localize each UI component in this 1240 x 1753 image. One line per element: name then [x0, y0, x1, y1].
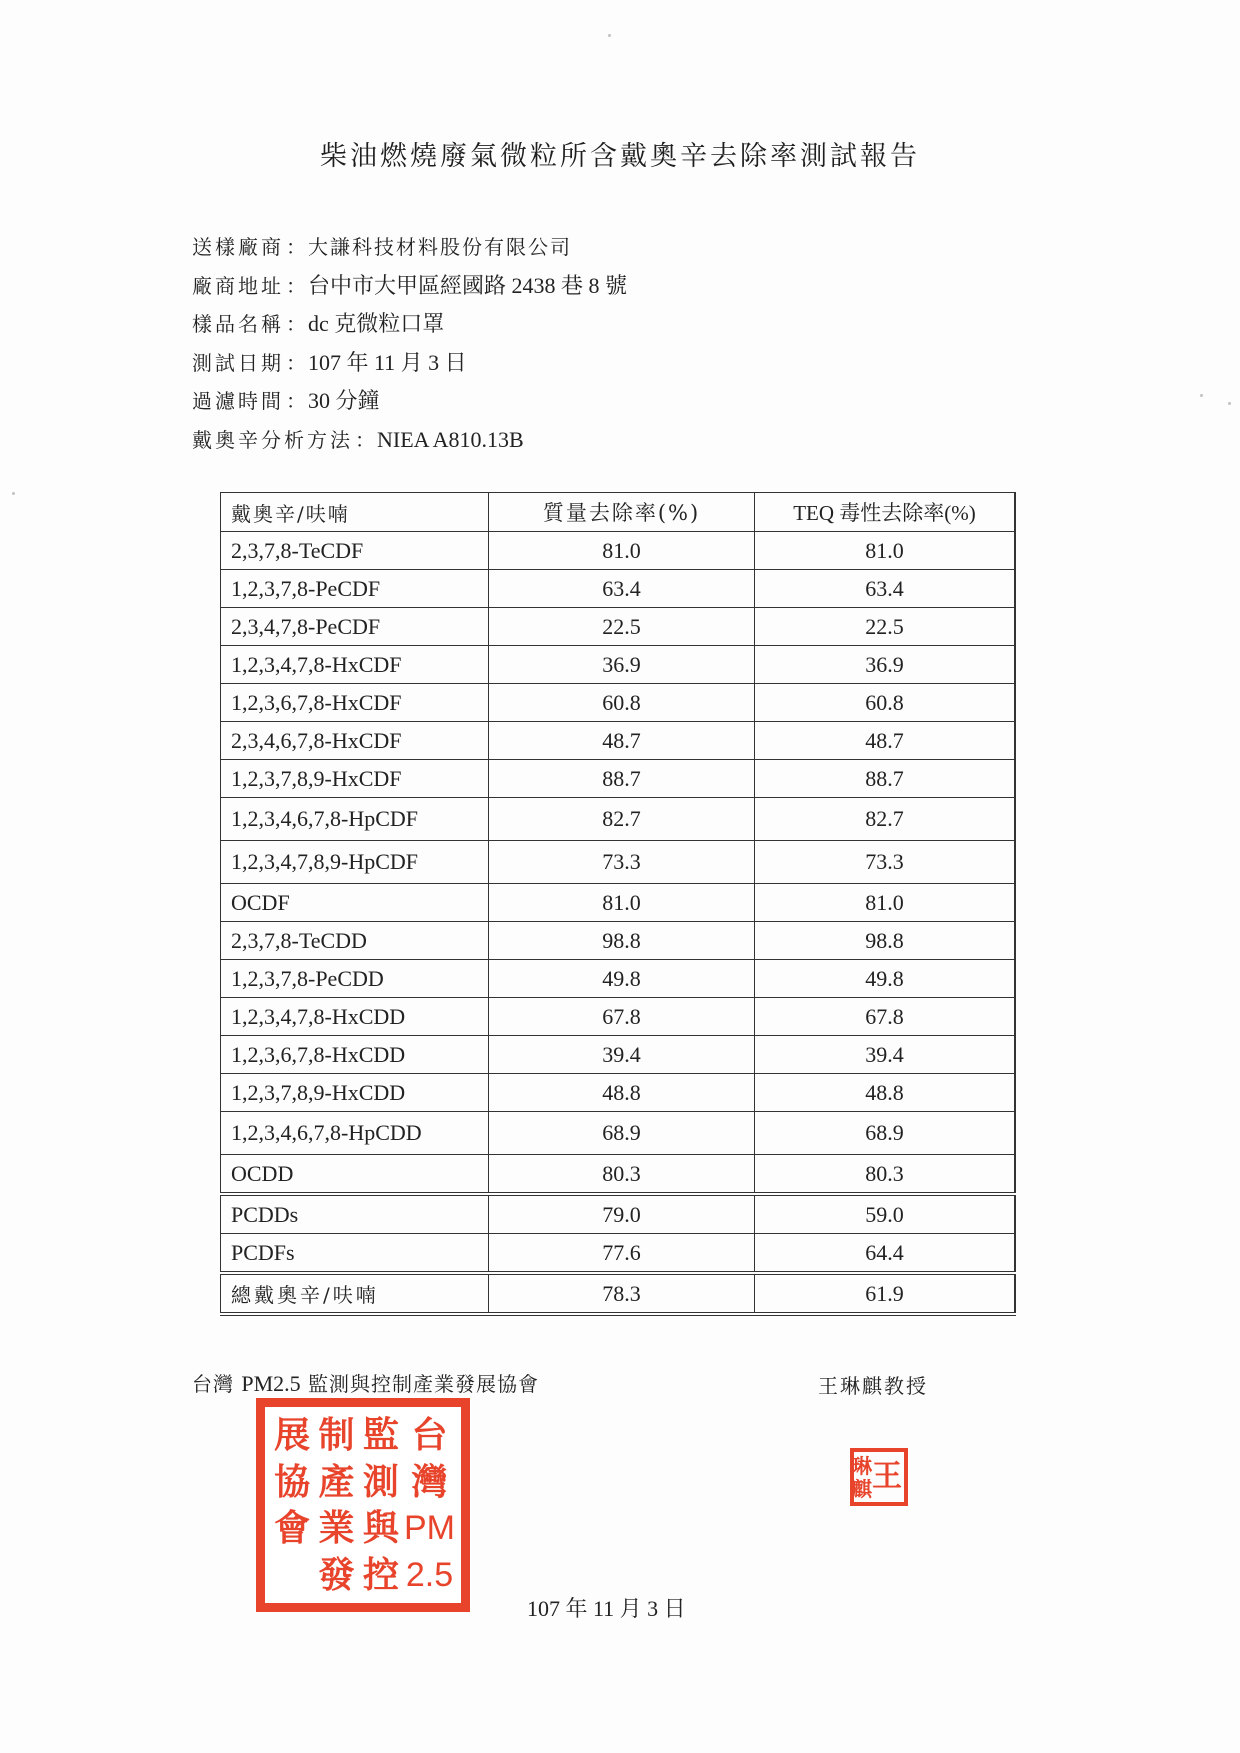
seal-char: 協 — [274, 1460, 311, 1503]
cell-compound: 2,3,7,8-TeCDD — [221, 922, 489, 960]
info-value-test-date: 107 年 11 月 3 日 — [308, 349, 467, 375]
organization-name — [192, 1368, 539, 1397]
cell-mass: 48.7 — [489, 722, 755, 760]
cell-mass: 68.9 — [489, 1112, 755, 1155]
seal-char: 台 — [411, 1414, 448, 1457]
info-row-analysis-method — [192, 421, 627, 460]
cell-compound: 1,2,3,4,7,8-HxCDD — [221, 998, 489, 1036]
cell-teq: 49.8 — [755, 960, 1016, 998]
info-separator: ： — [286, 389, 306, 413]
personal-seal-stamp — [850, 1448, 908, 1506]
seal-char: 會 — [274, 1507, 311, 1550]
info-label: 樣品名稱 — [192, 312, 284, 336]
cell-mass: 36.9 — [489, 646, 755, 684]
seal-char: 監 — [362, 1414, 399, 1457]
header-mass-removal: 質量去除率(%) — [489, 493, 755, 532]
table-row-summary — [221, 1234, 1016, 1274]
cell-mass: 67.8 — [489, 998, 755, 1036]
info-separator: ： — [286, 350, 306, 375]
info-value-address: 台中市大甲區經國路 2438 巷 8 號 — [308, 272, 628, 298]
cell-teq: 81.0 — [755, 884, 1016, 922]
cell-mass: 88.7 — [489, 760, 755, 798]
cell-mass: 49.8 — [489, 960, 755, 998]
scan-speck — [1228, 402, 1231, 405]
cell-teq: 98.8 — [755, 922, 1016, 960]
header-teq-removal: TEQ 毒性去除率(%) — [755, 493, 1016, 532]
cell-mass: 63.4 — [489, 570, 755, 608]
table-row — [221, 1074, 1016, 1112]
cell-mass: 82.7 — [489, 798, 755, 841]
cell-mass: 81.0 — [489, 884, 755, 922]
table-row — [221, 532, 1016, 570]
cell-teq: 73.3 — [755, 841, 1016, 884]
seal-char: 麒 — [852, 1476, 872, 1501]
cell-teq: 82.7 — [755, 798, 1016, 841]
cell-teq: 64.4 — [755, 1234, 1016, 1274]
table-row — [221, 722, 1016, 760]
scan-speck — [12, 492, 15, 495]
info-label: 送樣廠商 — [192, 235, 284, 259]
cell-mass: 80.3 — [489, 1155, 755, 1195]
table-row — [221, 841, 1016, 884]
table-row — [221, 1155, 1016, 1195]
table-row-total — [221, 1273, 1016, 1314]
cell-compound: 1,2,3,4,6,7,8-HpCDD — [221, 1112, 489, 1155]
cell-mass: 78.3 — [489, 1273, 755, 1314]
signer-name: 王琳麒教授 — [818, 1374, 928, 1398]
organization-prefix: 台灣 — [192, 1372, 234, 1396]
cell-teq: 48.8 — [755, 1074, 1016, 1112]
cell-mass: 81.0 — [489, 532, 755, 570]
info-row-sender — [192, 228, 627, 267]
info-value-sender: 大謙科技材料股份有限公司 — [308, 235, 572, 259]
seal-char: 測 — [362, 1460, 399, 1503]
info-row-test-date — [192, 344, 627, 383]
info-separator: ： — [286, 273, 306, 298]
cell-compound: 2,3,4,7,8-PeCDF — [221, 608, 489, 646]
info-separator: ： — [286, 235, 306, 259]
scan-speck — [608, 34, 611, 37]
seal-char: 與 — [362, 1507, 399, 1550]
info-separator: ： — [355, 427, 375, 452]
seal-char: 展 — [274, 1414, 311, 1457]
cell-mass: 79.0 — [489, 1194, 755, 1234]
report-info-block — [192, 228, 627, 459]
seal-char: 發 — [318, 1553, 355, 1596]
info-label: 戴奧辛分析方法 — [192, 427, 353, 452]
seal-char: 2.5 — [405, 1555, 454, 1594]
header-compound: 戴奧辛/呋喃 — [221, 493, 489, 532]
cell-compound: 1,2,3,4,7,8-HxCDF — [221, 646, 489, 684]
info-separator: ： — [286, 312, 306, 336]
scan-speck — [1200, 394, 1203, 397]
cell-compound: 1,2,3,7,8,9-HxCDD — [221, 1074, 489, 1112]
cell-teq: 39.4 — [755, 1036, 1016, 1074]
cell-compound: 1,2,3,4,7,8,9-HpCDF — [221, 841, 489, 884]
info-label: 測試日期 — [192, 350, 284, 375]
cell-compound: 1,2,3,6,7,8-HxCDD — [221, 1036, 489, 1074]
table-row — [221, 684, 1016, 722]
table-row — [221, 998, 1016, 1036]
cell-teq: 68.9 — [755, 1112, 1016, 1155]
cell-teq: 59.0 — [755, 1194, 1016, 1234]
cell-compound: 2,3,4,6,7,8-HxCDF — [221, 722, 489, 760]
cell-teq: 61.9 — [755, 1273, 1016, 1314]
table-row — [221, 760, 1016, 798]
cell-teq: 80.3 — [755, 1155, 1016, 1195]
info-value-sample-name: dc 克微粒口罩 — [308, 311, 445, 336]
cell-teq: 36.9 — [755, 646, 1016, 684]
cell-compound: OCDD — [221, 1155, 489, 1195]
seal-char: 王 — [872, 1459, 902, 1494]
seal-char — [271, 1553, 313, 1598]
cell-compound: 1,2,3,6,7,8-HxCDF — [221, 684, 489, 722]
table-row — [221, 922, 1016, 960]
table-row — [221, 646, 1016, 684]
cell-teq: 63.4 — [755, 570, 1016, 608]
cell-teq: 60.8 — [755, 684, 1016, 722]
info-row-address — [192, 267, 627, 306]
table-row — [221, 1036, 1016, 1074]
organization-seal-stamp — [256, 1398, 470, 1612]
info-label: 過濾時間 — [192, 389, 284, 413]
cell-compound: 1,2,3,7,8,9-HxCDF — [221, 760, 489, 798]
seal-char: 灣 — [411, 1460, 448, 1503]
cell-compound: 1,2,3,7,8-PeCDD — [221, 960, 489, 998]
seal-char: 產 — [318, 1460, 355, 1503]
cell-compound: OCDF — [221, 884, 489, 922]
cell-mass: 39.4 — [489, 1036, 755, 1074]
info-row-filter-time — [192, 382, 627, 421]
cell-compound: 1,2,3,4,6,7,8-HpCDF — [221, 798, 489, 841]
cell-compound: 2,3,7,8-TeCDF — [221, 532, 489, 570]
table-row — [221, 960, 1016, 998]
seal-char: 業 — [318, 1507, 355, 1550]
cell-mass: 48.8 — [489, 1074, 755, 1112]
organization-suffix: 監測與控制產業發展協會 — [308, 1372, 540, 1396]
cell-mass: 22.5 — [489, 608, 755, 646]
cell-teq: 48.7 — [755, 722, 1016, 760]
cell-mass: 60.8 — [489, 684, 755, 722]
cell-mass: 73.3 — [489, 841, 755, 884]
report-date: 107 年 11 月 3 日 — [527, 1596, 686, 1621]
info-row-sample-name — [192, 305, 627, 344]
organization-latin: PM2.5 — [241, 1371, 301, 1396]
table-row — [221, 1112, 1016, 1155]
info-value-filter-time: 30 分鐘 — [308, 388, 380, 413]
cell-teq: 67.8 — [755, 998, 1016, 1036]
cell-mass: 77.6 — [489, 1234, 755, 1274]
seal-char: PM — [404, 1509, 455, 1548]
report-title: 柴油燃燒廢氣微粒所含戴奧辛去除率測試報告 — [320, 141, 920, 172]
table-row-summary — [221, 1194, 1016, 1234]
table-header-row — [221, 493, 1016, 532]
seal-char: 制 — [318, 1414, 355, 1457]
cell-compound: 總戴奧辛/呋喃 — [221, 1273, 489, 1314]
removal-rate-table — [220, 492, 1016, 1316]
table-row — [221, 884, 1016, 922]
table-row — [221, 608, 1016, 646]
cell-compound: PCDFs — [221, 1234, 489, 1274]
cell-mass: 98.8 — [489, 922, 755, 960]
cell-compound: PCDDs — [221, 1194, 489, 1234]
table-row — [221, 798, 1016, 841]
seal-char: 控 — [362, 1553, 399, 1596]
info-value-analysis-method: NIEA A810.13B — [377, 426, 524, 452]
info-label: 廠商地址 — [192, 273, 284, 298]
cell-teq: 22.5 — [755, 608, 1016, 646]
cell-teq: 88.7 — [755, 760, 1016, 798]
table-row — [221, 570, 1016, 608]
seal-char: 琳 — [852, 1453, 872, 1478]
cell-compound: 1,2,3,7,8-PeCDF — [221, 570, 489, 608]
cell-teq: 81.0 — [755, 532, 1016, 570]
